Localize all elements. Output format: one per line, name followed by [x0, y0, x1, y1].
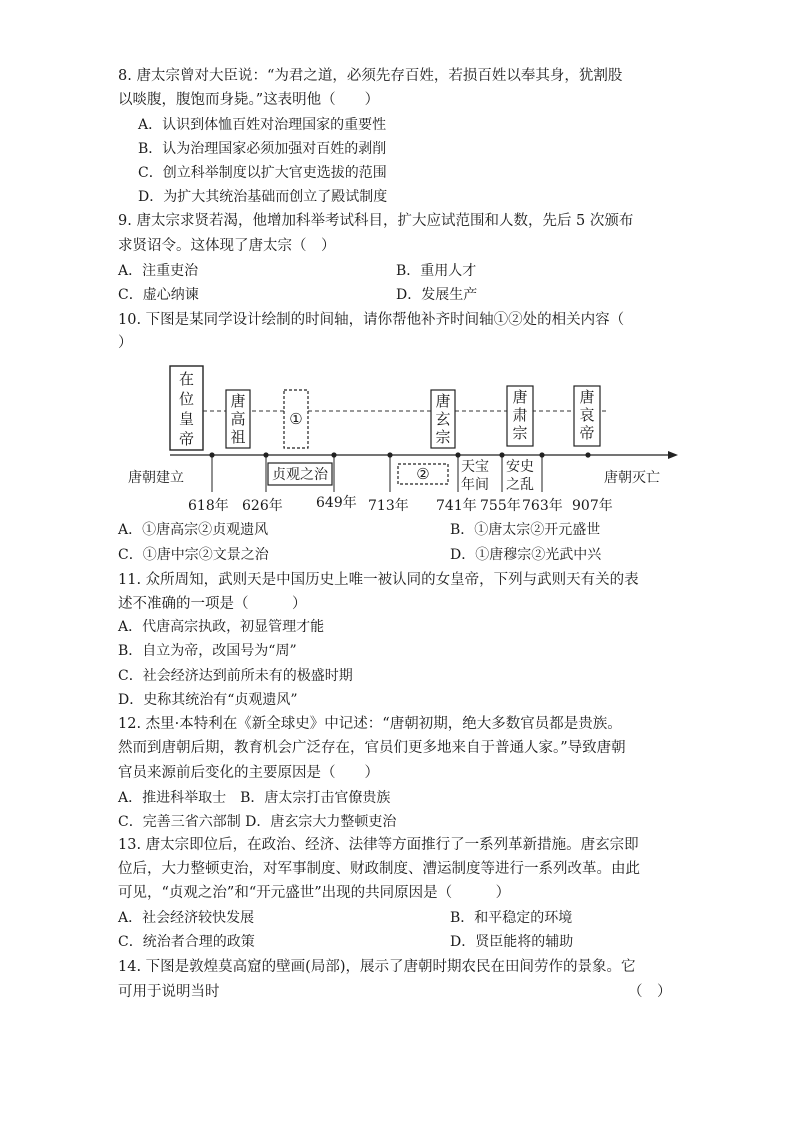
timeline-diagram [118, 352, 678, 522]
header-char: 帝 [178, 430, 195, 448]
q11-option-b: B．自立为帝，改国号为“周” [118, 643, 297, 659]
q8-stem-line2: 以啖腹，腹饱而身毙。”这表明他（ ） [118, 92, 380, 108]
year-755: 755年 [480, 498, 521, 514]
q10-option-a: A．①唐高宗②贞观遗风 [118, 522, 269, 538]
year-626: 626年 [242, 498, 283, 514]
axis-dot-907 [585, 452, 590, 457]
q9-option-c: C．虚心纳谏 [118, 287, 199, 303]
emperor-char: 帝 [579, 424, 595, 442]
q9-option-b: B．重用人才 [396, 263, 477, 279]
q9-stem-line2: 求贤诏令。这体现了唐太宗（ ） [118, 238, 336, 254]
event-zhenguan: 贞观之治 [272, 467, 328, 483]
start-label: 唐朝建立 [128, 470, 184, 486]
end-label: 唐朝灭亡 [604, 470, 660, 486]
q8-option-c: C．创立科举制度以扩大官吏选拔的范围 [138, 165, 387, 181]
q8-stem-line1: 8. 唐太宗曾对大臣说：“为君之道，必须先存百姓，若损百姓以奉其身，犹割股 [118, 68, 623, 84]
q14-stem-line1: 14. 下图是敦煌莫高窟的壁画(局部)，展示了唐朝时期农民在田间劳作的景象。它 [118, 959, 636, 975]
q12-options-ab: A．推进科举取士 B．唐太宗打击官僚贵族 [118, 790, 391, 806]
emperor-char: 玄 [435, 410, 451, 428]
q12-stem-line1: 12. 杰里·本特利在《新全球史》中记述：“唐朝初期，绝大多数官员都是贵族。 [118, 716, 622, 732]
blank-marker-2: ② [416, 465, 430, 483]
q13-option-b: B．和平稳定的环境 [450, 910, 573, 926]
event-tianbao-1: 天宝 [461, 459, 489, 475]
year-618: 618年 [188, 498, 229, 514]
emperor-char: 唐 [579, 388, 595, 406]
q14-answer-paren: （ ） [628, 984, 672, 1000]
emperor-char: 哀 [579, 406, 595, 424]
emperor-char: 祖 [230, 428, 246, 446]
year-741: 741年 [436, 498, 477, 514]
header-char: 在 [178, 370, 195, 388]
q13-stem-line3: 可见，“贞观之治”和“开元盛世”出现的共同原因是（ ） [118, 885, 511, 901]
q10-option-b: B．①唐太宗②开元盛世 [450, 522, 601, 538]
emperor-char: 宗 [512, 424, 528, 442]
q13-option-c: C．统治者合理的政策 [118, 934, 255, 950]
emperor-char: 唐 [230, 392, 246, 410]
q8-option-d: D．为扩大其统治基础而创立了殿试制度 [138, 189, 388, 205]
emperor-char: 唐 [512, 388, 528, 406]
q10-stem-line1: 10. 下图是某同学设计绘制的时间轴，请你帮他补齐时间轴①②处的相关内容（ [118, 312, 625, 328]
q9-option-d: D．发展生产 [396, 287, 478, 303]
q10-option-c: C．①唐中宗②文景之治 [118, 547, 269, 563]
header-char: 皇 [178, 410, 195, 428]
emperor-char: 宗 [435, 428, 451, 446]
q13-stem-line2: 位后，大力整顿吏治，对军事制度、财政制度、漕运制度等进行一系列改革。由此 [118, 861, 640, 877]
event-anshi-1: 安史 [506, 459, 534, 475]
q8-option-b: B．认为治理国家必须加强对百姓的剥削 [138, 141, 387, 157]
year-649: 649年 [316, 495, 357, 511]
emperor-char: 唐 [435, 392, 451, 410]
emperor-char: 肃 [512, 406, 528, 424]
q11-stem-line1: 11. 众所周知，武则天是中国历史上唯一被认同的女皇帝，下列与武则天有关的表 [118, 572, 639, 588]
q10-option-d: D．①唐穆宗②光武中兴 [450, 547, 602, 563]
q12-stem-line2: 然而到唐朝后期，教育机会广泛存在，官员们更多地来自于普通人家。”导致唐朝 [118, 740, 626, 756]
q11-option-a: A．代唐高宗执政，初显管理才能 [118, 619, 325, 635]
event-tianbao-2: 年间 [461, 477, 489, 493]
q11-option-d: D．史称其统治有“贞观遗风” [118, 692, 298, 708]
header-char: 位 [178, 390, 195, 408]
event-anshi-2: 之乱 [506, 477, 534, 493]
emperor-char: 高 [230, 410, 246, 428]
q10-stem-line2: ） [118, 335, 133, 351]
q13-option-d: D．贤臣能将的辅助 [450, 934, 574, 950]
q14-stem-line2: 可用于说明当时 [118, 984, 220, 1000]
q8-option-a: A．认识到体恤百姓对治理国家的重要性 [138, 117, 387, 133]
q12-stem-line3: 官员来源前后变化的主要原因是（ ） [118, 765, 379, 781]
q13-stem-line1: 13. 唐太宗即位后，在政治、经济、法律等方面推行了一系列革新措施。唐玄宗即 [118, 837, 639, 853]
year-763: 763年 [522, 498, 563, 514]
q11-stem-line2: 述不准确的一项是（ ） [118, 596, 307, 612]
q11-option-c: C．社会经济达到前所未有的极盛时期 [118, 668, 353, 684]
q9-option-a: A．注重吏治 [118, 263, 199, 279]
q9-stem-line1: 9. 唐太宗求贤若渴，他增加科举考试科目，扩大应试范围和人数，先后 5 次颁布 [118, 213, 634, 229]
blank-marker-1: ① [289, 410, 303, 428]
year-713: 713年 [368, 498, 409, 514]
year-907: 907年 [572, 498, 613, 514]
timeline-arrow [668, 451, 678, 459]
q12-options-cd: C．完善三省六部制 D．唐玄宗大力整顿吏治 [118, 814, 397, 830]
q13-option-a: A．社会经济较快发展 [118, 910, 255, 926]
